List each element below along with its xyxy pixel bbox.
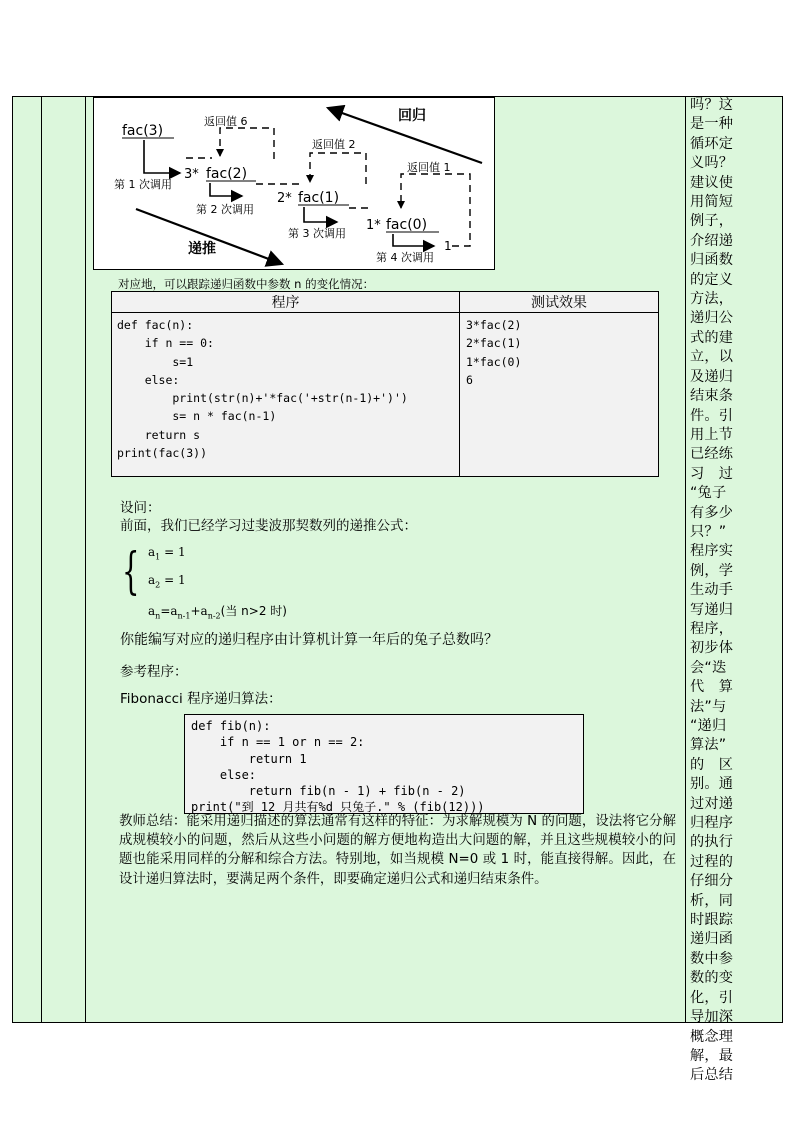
result-line: 2*fac(1) — [466, 336, 522, 351]
side-note-line: 的 区 — [690, 756, 734, 773]
side-note-line: 化，引 — [690, 989, 734, 1006]
question-text: 前面，我们已经学习过斐波那契数列的递推公式： — [120, 518, 417, 534]
m1-label: 1* — [366, 218, 381, 233]
result-header: 测试效果 — [460, 292, 659, 313]
side-note-line: 只？” — [690, 523, 727, 540]
side-note-line: 例子， — [690, 213, 734, 230]
side-note-line: 程序实 — [690, 543, 734, 560]
call1-label: 第 1 次调用 — [114, 178, 172, 191]
side-note-line: 方法， — [690, 291, 734, 308]
side-note-line: 习 过 — [690, 465, 734, 482]
side-note-line: 用简短 — [690, 194, 734, 211]
result-line: 6 — [466, 372, 473, 387]
m3-label: 3* — [184, 167, 199, 182]
side-note-line: 有多少 — [690, 504, 734, 521]
summary-text: 教师总结：能采用递归描述的算法通常有这样的特征：为求解规模为 N 的问题，设法将它分解成规模较小的问题，然后从这些小问题的解方便地构造出大问题的解，并且这些规模较小的问题也能采用同样的分解和综合方法。特别地，如当规模 N=0 或 1 时，能直接得解。因此，在设计递归算法时，要满足两个条件，即要确定递归公式和递归结束条件。 — [119, 814, 676, 887]
code-line: def fib(n): — [191, 719, 271, 733]
code-line: return fib(n - 1) + fib(n - 2) — [191, 784, 466, 799]
an-condition: (当 n>2 时) — [220, 604, 287, 618]
fac2-label: fac(2) — [206, 166, 248, 182]
side-note-line: “递归 — [690, 718, 727, 734]
code-line: else: — [191, 767, 257, 782]
ret6-label: 返回值 6 — [204, 115, 248, 128]
side-note-line: 法”与 — [690, 698, 727, 715]
side-note-line: 代 算 — [690, 679, 734, 696]
fib-code — [191, 718, 583, 816]
side-note-line: 义吗？ — [690, 155, 734, 172]
side-note-line: 及递归 — [690, 368, 734, 385]
teacher-summary — [119, 812, 676, 889]
side-note-line: 归程序 — [690, 815, 734, 832]
side-note-line: 生动手 — [690, 582, 734, 599]
side-note-line: 数中参 — [690, 950, 734, 967]
side-note-line: 是一种 — [690, 116, 734, 133]
side-note-line: 式的建 — [690, 329, 734, 346]
code-line: return 1 — [191, 751, 307, 766]
side-note-line: 循环定 — [690, 135, 734, 152]
code-line: return s — [117, 427, 201, 442]
fac1-label: fac(1) — [298, 190, 340, 206]
side-note-line: 后总结 — [690, 1067, 734, 1084]
side-note-line: 别。通 — [690, 776, 734, 793]
code-line: if n == 0: — [117, 336, 214, 351]
side-notes — [686, 96, 781, 1086]
column-divider — [41, 96, 42, 1023]
fibonacci-label: Fibonacci 程序递归算法： — [120, 691, 282, 707]
result-cell — [460, 313, 659, 477]
one-label: 1 — [444, 239, 452, 253]
side-note-line: 概念理 — [690, 1028, 734, 1045]
ret2-label: 返回值 2 — [312, 138, 356, 151]
side-note-line: 立，以 — [690, 349, 734, 366]
result-output — [466, 316, 658, 389]
side-note-line: 数的变 — [690, 970, 734, 987]
side-note-line: 写递归 — [690, 601, 734, 618]
call4-label: 第 4 次调用 — [376, 251, 434, 264]
side-note-line: 解，最 — [690, 1047, 734, 1064]
side-note-line: 的执行 — [690, 834, 734, 851]
program-code-cell — [112, 313, 460, 477]
side-note-line: 用上节 — [690, 426, 734, 443]
result-line: 1*fac(0) — [466, 354, 522, 369]
code-line: def fac(n): — [117, 318, 194, 332]
recursion-diagram — [93, 97, 495, 270]
side-note-line: 建议使 — [690, 174, 734, 191]
question-label: 设问： — [120, 500, 161, 516]
code-line: print("到 12 月共有%d 只兔子." % (fib(12))) — [191, 800, 485, 815]
side-note-line: 的定义 — [690, 271, 734, 288]
code-line: s=1 — [117, 354, 194, 369]
side-note-line: 递归函 — [690, 931, 734, 948]
m2-label: 2* — [277, 191, 292, 206]
code-line: else: — [117, 372, 180, 387]
fac0-label: fac(0) — [386, 217, 428, 233]
side-note-line: 吗？这 — [690, 97, 734, 113]
side-note-line: 会“迭 — [690, 659, 727, 676]
side-note-line: 初步体 — [690, 640, 734, 657]
side-note-line: 算法” — [690, 737, 727, 754]
fac3-label: fac(3) — [122, 123, 164, 139]
a2-value: = 1 — [164, 573, 186, 587]
code-line: print(fac(3)) — [117, 446, 208, 461]
side-note-line: 过程的 — [690, 853, 734, 870]
result-line: 3*fac(2) — [466, 318, 522, 332]
side-note-line: 程序， — [690, 620, 734, 637]
ask-text: 你能编写对应的递归程序由计算机计算一年后的兔子总数吗？ — [120, 632, 498, 648]
side-note-line: 时跟踪 — [690, 912, 734, 929]
code-line: print(str(n)+'*fac('+str(n-1)+')') — [117, 391, 408, 406]
main-content: fac(3) 第 1 次调用 3* fac(2) 第 2 次调用 2* fac(1) 第 3 次调用 1* fac(0) 第 4 次调用 1 返回值 6 返回值 2 返回值 1 回归 递推 对应地，可以跟踪递归函数中参数 n 的变化情况： 程序 测试效果 def fac(n): if n == 0: s=1 else: print(str(n)+'*fac('+str(n-1)+')') s= n * fac(n-1) return s print(fac(3)) 3*fac(2) 2*fac(1) 1*fac(0) 6 设问： 前面，我们已经学习过斐波那契数列的递推公式： { $a_1 = 1$ $a_2 = 1$ $a_n=a_{n-1}+a_{n-2}$(当 n>2 时) 你能编写对应的递归程序由计算机计算一年后的兔子总数吗？ 参考程序： Fibonacci 程序递归算法： def fib(n): if n == 1 or n == 2: return 1 else: return fib(n - 1) + fib(n - 2) print("到 12 月共有%d 只兔子." % (fib(12))) 教师总结：能采用递归描述的算法通常有这样的特征：为求解规模为 N 的问题，设法将它分解成规模较小的问题，然后从这些小问题的解方便地构造出大问题的解，并且这些规模较小的问题也能采用同样的分解和综合方法。特别地，如当规模 N=0 或 1 时，能直接得解。因此，在设计递归算法时，要满足两个条件，即要确定递归公式和递归结束条件。 — [86, 96, 684, 1023]
huigui-label: 回归 — [398, 108, 426, 124]
program-code — [117, 316, 459, 462]
code-line: if n == 1 or n == 2: — [191, 735, 365, 750]
side-note-line: 归函数 — [690, 252, 734, 269]
side-note-line: 结束条 — [690, 388, 734, 405]
side-note-line: 过对递 — [690, 795, 734, 812]
side-note-line: “兔子 — [690, 485, 727, 502]
side-note-line: 导加深 — [690, 1009, 734, 1026]
a1-value: = 1 — [164, 545, 186, 559]
program-header: 程序 — [112, 292, 460, 313]
code-line: s= n * fac(n-1) — [117, 409, 277, 424]
side-note-line: 已经练 — [690, 446, 734, 463]
side-note-line: 介绍递 — [690, 232, 734, 249]
fib-code-box — [184, 714, 584, 814]
side-note-line: 递归公 — [690, 310, 734, 327]
side-note-line: 件。引 — [690, 407, 734, 424]
side-note-line: 例，学 — [690, 562, 734, 579]
ditui-label: 递推 — [188, 241, 216, 257]
reference-label: 参考程序： — [120, 664, 188, 680]
trace-caption: 对应地，可以跟踪递归函数中参数 n 的变化情况： — [118, 277, 375, 291]
side-note-line: 析，同 — [690, 892, 734, 909]
call2-label: 第 2 次调用 — [196, 203, 254, 216]
side-note-line: 仔细分 — [690, 873, 734, 890]
ret1-label: 返回值 1 — [407, 161, 451, 174]
call3-label: 第 3 次调用 — [288, 227, 346, 240]
program-table — [111, 291, 659, 477]
